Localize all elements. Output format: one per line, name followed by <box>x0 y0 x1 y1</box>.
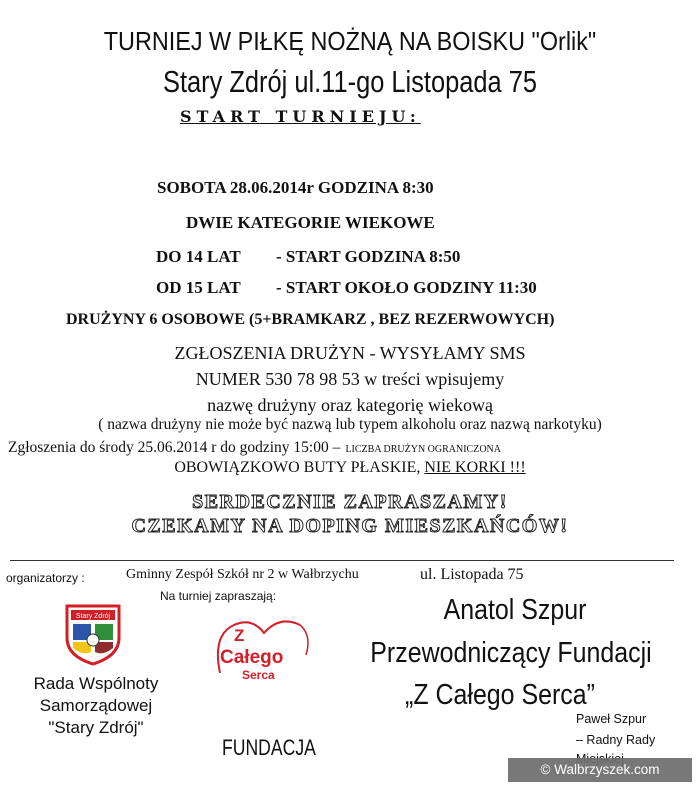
chair-line-1: Anatol Szpur <box>443 594 587 626</box>
councillor-line-1: Paweł Szpur <box>576 712 647 726</box>
registration-line-1: ZGŁOSZENIA DRUŻYN - WYSYŁAMY SMS <box>174 343 526 363</box>
organizer-address: ul. Listopada 75 <box>420 566 524 583</box>
registration-line-3: nazwę drużyny oraz kategorię wiekową <box>207 395 493 415</box>
divider <box>10 560 674 561</box>
council-line-3: "Stary Zdrój" <box>48 718 144 737</box>
start-heading: START TURNIEJU: <box>180 107 421 126</box>
heart-logo-icon <box>212 615 316 687</box>
category-2-label: OD 15 LAT <box>156 278 241 297</box>
council-coat-of-arms <box>61 604 125 666</box>
category-1-time: - START GODZINA 8:50 <box>276 247 461 266</box>
organizer-school: Gminny Zespół Szkół nr 2 w Wałbrzychu <box>126 567 359 582</box>
foundation-logo-serca: Serca <box>242 668 275 682</box>
category-1-label: DO 14 LAT <box>156 247 241 266</box>
council-line-1: Rada Wspólnoty <box>33 674 159 693</box>
council-line-2: Samorządowej <box>39 696 153 715</box>
shoes-warning: NIE KORKI !!! <box>424 459 526 476</box>
registration-line-4: ( nazwa drużyny nie może być nazwą lub typem alkoholu oraz nazwą narkotyku) <box>98 416 602 433</box>
coat-of-arms-icon <box>61 604 125 666</box>
deadline-line <box>8 437 501 457</box>
date-line: SOBOTA 28.06.2014r GODZINA 8:30 <box>157 178 434 197</box>
invites-label: Na turniej zapraszają: <box>160 589 277 603</box>
title-line-2: Stary Zdrój ul.11-go Listopada 75 <box>163 64 537 99</box>
watermark: © Walbrzyszek.com <box>508 758 692 782</box>
council-name <box>16 673 176 739</box>
limit-note: LICZBA DRUŻYN OGRANICZONA <box>345 444 502 455</box>
chair-line-3: „Z Całego Serca” <box>405 679 595 711</box>
title-line-1: TURNIEJ W PIŁKĘ NOŻNĄ NA BOISKU "Orlik" <box>103 26 597 56</box>
foundation-label: FUNDACJA <box>222 735 316 760</box>
organizers-label: organizatorzy : <box>6 571 85 585</box>
councillor-line-2: – Radny Rady <box>576 733 656 747</box>
teams-line: DRUŻYNY 6 OSOBOWE (5+BRAMKARZ , BEZ REZERWOWYCH) <box>66 311 555 328</box>
invite-line-1: SERDECZNIE ZAPRASZAMY! <box>192 491 508 513</box>
categories-line: DWIE KATEGORIE WIEKOWE <box>186 213 435 232</box>
chair-line-2: Przewodniczący Fundacji <box>370 637 652 669</box>
foundation-logo-calego: Całego <box>220 647 284 668</box>
foundation-logo <box>212 615 316 687</box>
foundation-logo-z: Z <box>234 626 245 645</box>
registration-line-2: NUMER 530 78 98 53 w treści wpisujemy <box>195 369 505 389</box>
shoes-text: OBOWIĄZKOWO BUTY PŁASKIE, <box>174 459 421 476</box>
category-2-time: - START OKOŁO GODZINY 11:30 <box>276 278 537 297</box>
invite-line-2: CZEKAMY NA DOPING MIESZKAŃCÓW! <box>131 515 569 537</box>
deadline-text: Zgłoszenia do środy 25.06.2014 r do godziny 15:00 – <box>8 439 341 456</box>
coat-of-arms-text: Stary Zdrój <box>75 613 111 620</box>
shoes-line <box>0 459 700 477</box>
